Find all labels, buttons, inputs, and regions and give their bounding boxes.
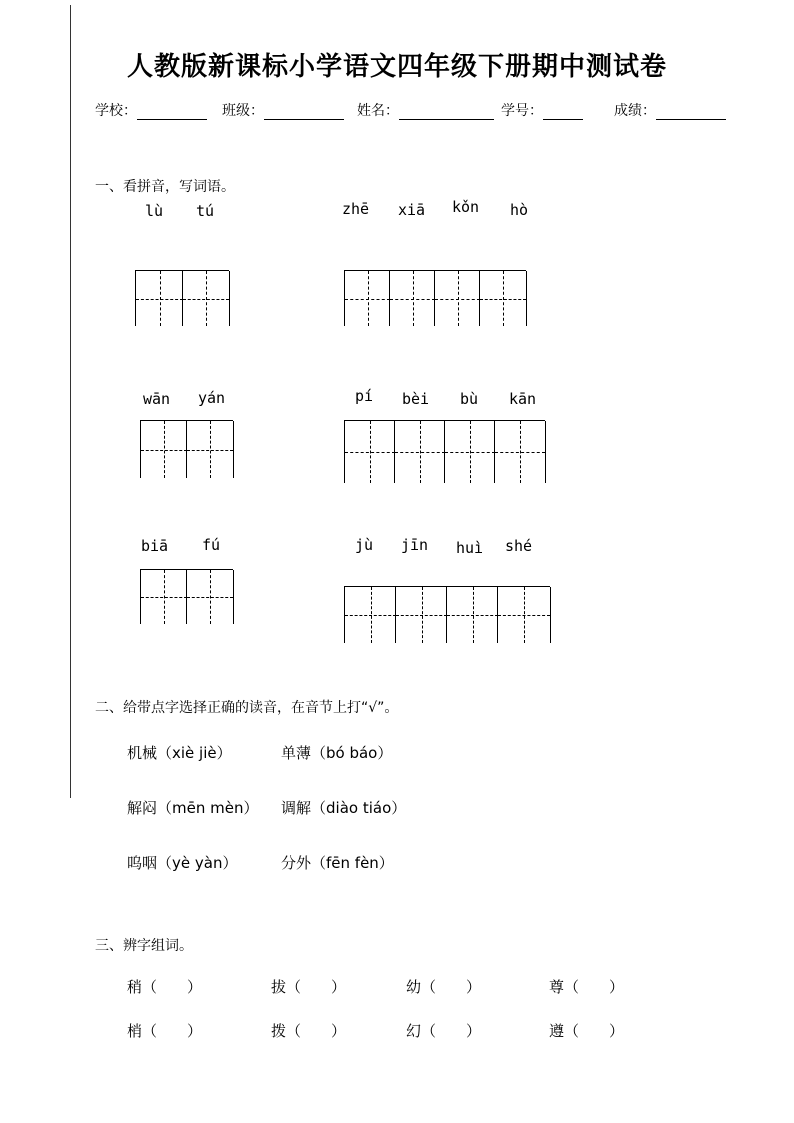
word-formation-item[interactable]: 尊（ ）: [549, 978, 625, 996]
grid-cell[interactable]: [135, 271, 183, 326]
grid-cell[interactable]: [140, 570, 187, 624]
grid-cell[interactable]: [479, 271, 527, 326]
binding-margin-line: [70, 5, 71, 798]
pinyin: jù: [355, 536, 374, 554]
pinyin: jīn: [401, 536, 429, 554]
section1-heading: 一、看拼音，写词语。: [95, 179, 235, 195]
grid-cell[interactable]: [494, 421, 546, 483]
word-formation-item[interactable]: 稍（ ）: [127, 978, 203, 996]
name-blank[interactable]: [399, 105, 494, 120]
number-label: 学号：: [501, 103, 543, 119]
pronunciation-item[interactable]: 机械（xiè jiè）: [127, 744, 232, 762]
word-formation-item[interactable]: 幻（ ）: [406, 1022, 482, 1040]
pinyin: shé: [505, 537, 533, 555]
pinyin: bù: [460, 390, 479, 408]
word-formation-item[interactable]: 拔（ ）: [271, 978, 347, 996]
word-formation-item[interactable]: 遵（ ）: [549, 1022, 625, 1040]
school-blank[interactable]: [137, 105, 207, 120]
grid-cell[interactable]: [344, 271, 390, 326]
grid-cell[interactable]: [434, 271, 480, 326]
pinyin: biā: [141, 537, 169, 555]
pronunciation-item[interactable]: 解闷（mēn mèn）: [127, 799, 259, 817]
grid-cell[interactable]: [182, 271, 230, 326]
grid-cell[interactable]: [394, 421, 445, 483]
section2-heading: 二、给带点字选择正确的读音，在音节上打“√”。: [95, 700, 399, 716]
writing-grid[interactable]: [140, 569, 233, 624]
writing-grid[interactable]: [135, 270, 229, 326]
pinyin: wān: [143, 390, 171, 408]
grid-cell[interactable]: [389, 271, 435, 326]
pinyin: yán: [198, 389, 226, 407]
grid-cell[interactable]: [140, 421, 187, 478]
pronunciation-item[interactable]: 呜咽（yè yàn）: [127, 854, 238, 872]
pinyin: fú: [202, 536, 221, 554]
grid-cell[interactable]: [186, 570, 234, 624]
page-title: 人教版新课标小学语文四年级下册期中测试卷: [126, 52, 667, 82]
grid-cell[interactable]: [497, 587, 551, 643]
pinyin: tú: [196, 202, 215, 220]
number-field[interactable]: [501, 100, 583, 120]
score-blank[interactable]: [656, 105, 726, 120]
name-label: 姓名：: [357, 103, 399, 119]
number-blank[interactable]: [543, 105, 583, 120]
grid-cell[interactable]: [395, 587, 447, 643]
writing-grid[interactable]: [140, 420, 233, 478]
class-blank[interactable]: [264, 105, 344, 120]
word-formation-item[interactable]: 拨（ ）: [271, 1022, 347, 1040]
pronunciation-item[interactable]: 单薄（bó báo）: [281, 744, 393, 762]
pinyin: zhē: [342, 200, 370, 218]
pronunciation-item[interactable]: 调解（diào tiáo）: [281, 799, 407, 817]
school-label: 学校：: [95, 103, 137, 119]
pinyin: lù: [145, 202, 164, 220]
pinyin: huì: [456, 539, 484, 557]
grid-cell[interactable]: [446, 587, 498, 643]
writing-grid[interactable]: [344, 420, 545, 483]
class-field[interactable]: [222, 100, 344, 120]
grid-cell[interactable]: [344, 587, 396, 643]
pinyin: xiā: [398, 201, 426, 219]
section3-heading: 三、辨字组词。: [95, 938, 193, 954]
word-formation-item[interactable]: 梢（ ）: [127, 1022, 203, 1040]
school-field[interactable]: [95, 100, 207, 120]
writing-grid[interactable]: [344, 586, 550, 643]
pinyin: kǒn: [452, 198, 480, 216]
class-label: 班级：: [222, 103, 264, 119]
pinyin: kān: [509, 390, 537, 408]
name-field[interactable]: [357, 100, 494, 120]
pinyin: pí: [355, 387, 374, 405]
score-label: 成绩：: [614, 103, 656, 119]
grid-cell[interactable]: [344, 421, 395, 483]
score-field[interactable]: [614, 100, 726, 120]
grid-cell[interactable]: [444, 421, 495, 483]
pinyin: bèi: [402, 390, 430, 408]
word-formation-item[interactable]: 幼（ ）: [406, 978, 482, 996]
pronunciation-item[interactable]: 分外（fēn fèn）: [281, 854, 394, 872]
grid-cell[interactable]: [186, 421, 234, 478]
pinyin: hò: [510, 201, 529, 219]
writing-grid[interactable]: [344, 270, 526, 326]
